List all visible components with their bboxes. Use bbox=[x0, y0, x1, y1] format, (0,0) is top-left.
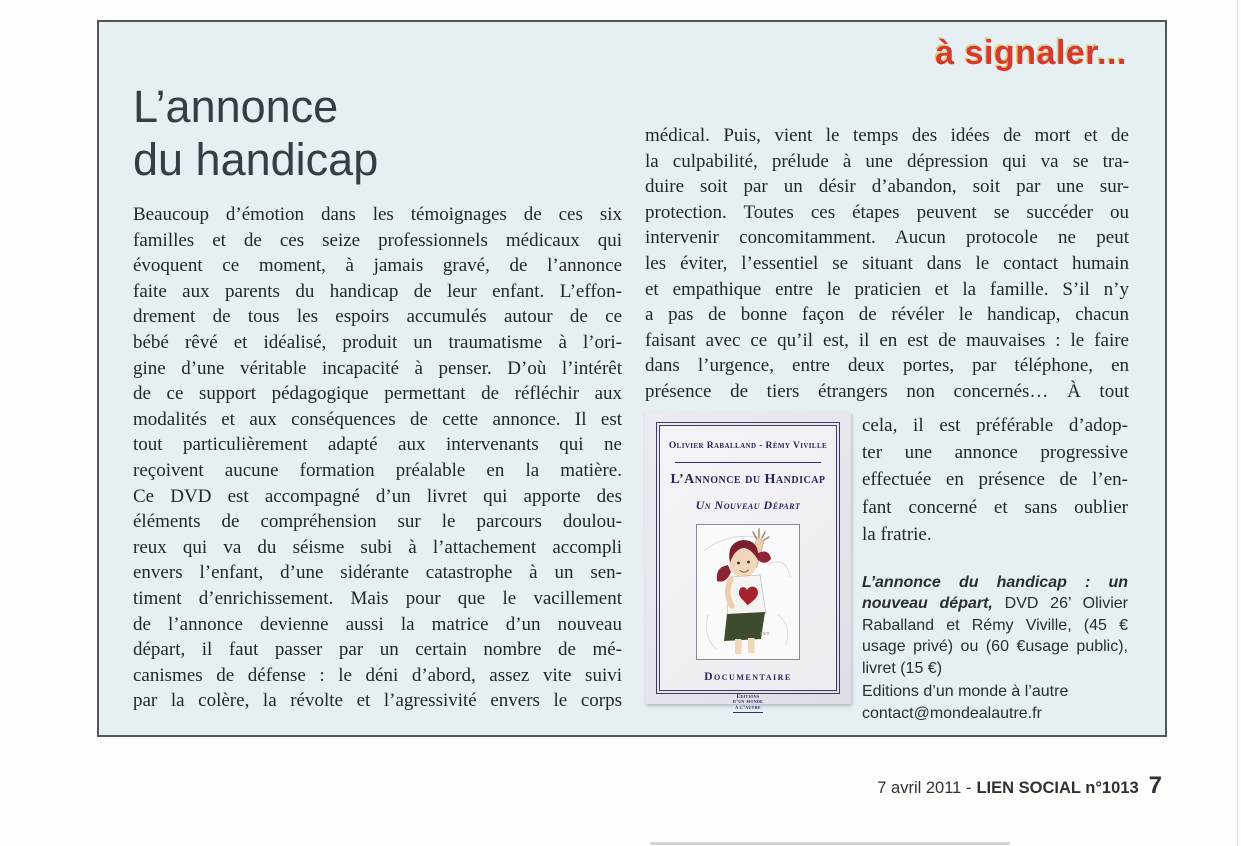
dvd-caption bbox=[862, 572, 1128, 725]
text-line: par la colère, la révolte et l’agressivité envers le corps bbox=[133, 690, 622, 712]
text-line: de ce support pédagogique permettant de réfléchir aux bbox=[133, 383, 622, 405]
text-line: Ce DVD est accompagné d’un livret qui apporte des bbox=[133, 485, 622, 507]
caption-publisher: Editions d’un monde à l’autre bbox=[862, 683, 1069, 701]
text-line: a pas de bonne façon de révéler le handicap, chacun bbox=[645, 304, 1129, 326]
column-gap bbox=[851, 412, 862, 725]
text-line: ter une annonce progressive bbox=[862, 441, 1128, 463]
text-line: duire soit par un désir d’abandon, soit par une sur- bbox=[645, 176, 1129, 198]
footer-date: 7 avril 2011 - bbox=[877, 779, 972, 797]
text-line: médical. Puis, vient le temps des idées de mort et de bbox=[645, 125, 1129, 146]
caption-details: DVD 26’ Olivier Raballand et Rémy Viville, (45 € usage privé) ou (60 €usage public), livret (15 €) bbox=[862, 595, 1129, 677]
dvd-publisher-logo bbox=[733, 695, 763, 714]
text-line: la fratrie. bbox=[862, 524, 932, 546]
caption-paragraph bbox=[862, 572, 1128, 680]
caption-title: L’annonce du handicap : un nouveau départ, bbox=[862, 573, 1128, 613]
text-line: L’annonce bbox=[133, 81, 339, 132]
article-title bbox=[133, 80, 378, 186]
text-line: bébé rêvé et idéalisé, produit un traumatisme à l’ori- bbox=[133, 331, 622, 353]
content-panel bbox=[97, 20, 1167, 737]
caption-email: contact@mondealautre.fr bbox=[862, 704, 1042, 722]
wrapped-text-and-caption bbox=[862, 412, 1128, 725]
text-line: reçoivent aucune formation préalable en la matière. bbox=[133, 459, 622, 481]
text-line: évoquent ce moment, à jamais gravé, de l’annonce bbox=[133, 255, 622, 277]
page-footer bbox=[877, 772, 1162, 800]
svg-text:sam: sam bbox=[760, 631, 770, 638]
text-line: faite aux parents du handicap de leur enfant. L’effon- bbox=[133, 280, 622, 302]
wrapped-paragraph bbox=[862, 412, 1128, 549]
girl-with-heart-illustration bbox=[696, 524, 800, 660]
text-line: timent d’enrichissement. Mais pour que le vacillement bbox=[133, 587, 622, 609]
text-line: intervenir concomitamment. Aucun protocole ne peut bbox=[645, 227, 1129, 249]
dvd-authors: Olivier Raballand - Rémy Viville bbox=[668, 440, 828, 451]
text-line: effectuée en présence de l’en- bbox=[862, 469, 1128, 491]
text-line: la culpabilité, prélude à une dépression qui va se tra- bbox=[645, 150, 1129, 172]
dvd-title: L’Annonce du Handicap bbox=[670, 472, 826, 488]
text-line: du handicap bbox=[133, 134, 379, 185]
text-line: de l’annonce devienne aussi la matrice d’un nouveau bbox=[133, 613, 622, 635]
text-line: drement de tous les espoirs accumulés autour de ce bbox=[133, 306, 622, 328]
text-line: d’un monde bbox=[732, 699, 764, 706]
section-flag: à signaler... bbox=[935, 34, 1127, 72]
text-line: tout particulièrement adapté aux intervenants qui ne bbox=[133, 434, 622, 456]
text-line: fant concerné et sans oublier bbox=[862, 496, 1128, 518]
dvd-subtitle: Un Nouveau Départ bbox=[695, 497, 801, 512]
dvd-cover bbox=[645, 412, 851, 711]
text-line: Éditions bbox=[736, 693, 760, 700]
text-line: protection. Toutes ces étapes peuvent se succéder ou bbox=[645, 201, 1129, 223]
text-line: cela, il est préférable d’adop- bbox=[862, 414, 1128, 436]
text-line: éléments de compréhension sur le parcours doulou- bbox=[133, 511, 622, 533]
text-line: présence de tiers étrangers non concernés… À tout bbox=[645, 380, 1129, 402]
scan-edge bbox=[1237, 0, 1238, 846]
dvd-genre: Documentaire bbox=[704, 671, 792, 684]
text-line: Beaucoup d’émotion dans les témoignages de ces six bbox=[133, 204, 622, 225]
footer-page-number: 7 bbox=[1148, 772, 1162, 799]
article-right-column bbox=[645, 123, 1129, 724]
dvd-rule bbox=[675, 462, 821, 463]
text-line: à l’autre bbox=[735, 704, 761, 711]
text-line: reux qui va du séisme subi à l’attachement accompli bbox=[133, 536, 622, 558]
text-line: envers l’enfant, d’une sidérante catastrophe à un sen- bbox=[133, 562, 622, 584]
text-line: gine d’une véritable incapacité à penser. D’où l’intérêt bbox=[133, 357, 622, 379]
footer-issue: LIEN SOCIAL n°1013 bbox=[976, 779, 1139, 797]
text-line: canismes de défense : le déni d’abord, assez vite suivi bbox=[133, 664, 622, 686]
text-line: familles et de ces seize professionnels médicaux qui bbox=[133, 229, 622, 251]
scan-artifact bbox=[650, 842, 1010, 845]
text-line: modalités et aux conséquences de cette annonce. Il est bbox=[133, 408, 622, 430]
text-line: dans l’urgence, entre deux portes, par téléphone, en bbox=[645, 355, 1129, 377]
article-left-column bbox=[133, 202, 622, 714]
text-line: faisant avec ce qu’il est, il en est de mauvaises : le faire bbox=[645, 329, 1129, 351]
text-line: les éviter, l’essentiel se situant dans le contact humain bbox=[645, 252, 1129, 274]
text-line: et empathique entre le praticien et la famille. S’il n’y bbox=[645, 278, 1129, 300]
dvd-cover-frame bbox=[659, 425, 837, 711]
text-line: départ, il faut passer par un certain nombre de mé- bbox=[133, 639, 622, 661]
media-row bbox=[645, 412, 1129, 725]
right-column-paragraph bbox=[645, 123, 1129, 405]
